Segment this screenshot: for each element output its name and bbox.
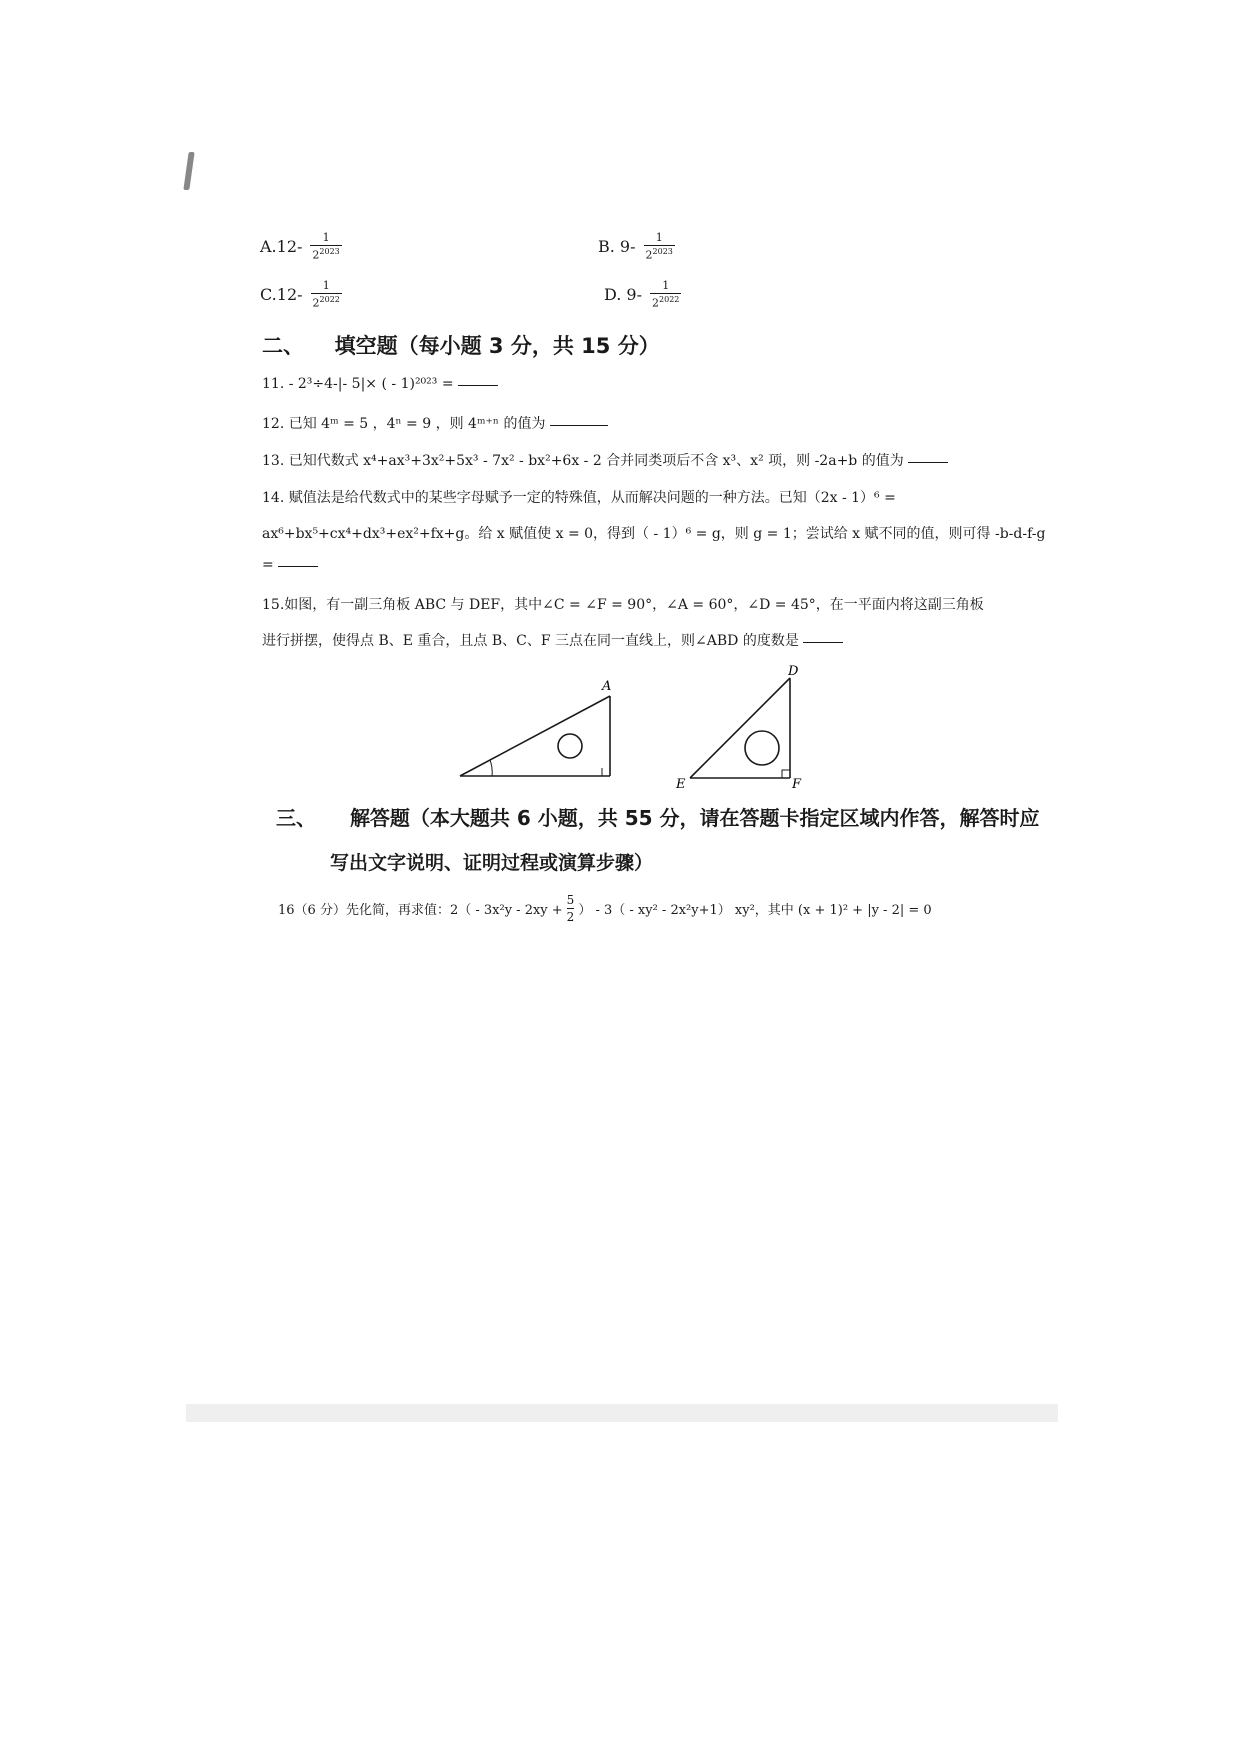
question-14-line-2: ax⁶+bx⁵+cx⁴+dx³+ex²+fx+g。给 x 赋值使 x = 0，得到（ - 1）⁶ = g，则 g = 1；尝试给 x 赋不同的值，则可得 -b-d-f-g (262, 526, 1046, 542)
triangles-diagram (440, 660, 840, 790)
option-b-label: B. 9- (598, 236, 636, 256)
answer-blank-13[interactable] (908, 460, 948, 463)
option-a-label: A.12- (260, 236, 303, 256)
page-edge-mark (183, 152, 194, 190)
triangle-abc (460, 696, 610, 776)
section-3-heading (276, 802, 1040, 831)
question-14-line-3: = (262, 557, 318, 573)
question-14-line-1: 14. 赋值法是给代数式中的某些字母赋予一定的特殊值，从而解决问题的一种方法。已知（2x - 1）⁶ = (262, 490, 896, 506)
section-3-title: 解答题（本大题共 6 小题，共 55 分，请在答题卡指定区域内作答，解答时应 (349, 806, 1040, 830)
option-c[interactable] (260, 280, 342, 309)
label-f: F (792, 777, 802, 790)
option-d-label: D. 9- (604, 284, 643, 304)
answer-blank-12[interactable] (550, 423, 608, 426)
question-16: 16（6 分）先化简，再求值：2（ - 3x²y - 2xy + $\frac{5}{2}$ ） - 3（ - xy² - 2x²y+1） xy²，其中 (x + 1)² + |y - 2| = 0 (278, 893, 932, 924)
option-c-label: C.12- (260, 284, 303, 304)
option-b-fraction: $\frac{1}{2^{2023}}$ (645, 231, 673, 262)
label-a: A (602, 679, 612, 694)
scan-bottom-band (186, 1404, 1058, 1422)
option-d-fraction: $\frac{1}{2^{2022}}$ (652, 279, 680, 310)
q16-fraction: $\frac{5}{2}$ (566, 893, 575, 924)
question-15-line-1: 15.如图，有一副三角板 ABC 与 DEF，其中∠C = ∠F = 90°，∠A = 60°，∠D = 45°，在一平面内将这副三角板 (262, 597, 984, 613)
question-13: 13. 已知代数式 x⁴+ax³+3x²+5x³ - 7x² - bx²+6x - 2 合并同类项后不含 x³、x² 项，则 -2a+b 的值为 (262, 450, 948, 470)
answer-blank-11[interactable] (458, 383, 498, 386)
section-2-heading (262, 330, 660, 360)
section-3-title-line-2: 写出文字说明、证明过程或演算步骤） (330, 852, 654, 874)
question-15-line-2: 进行拼摆，使得点 B、E 重合，且点 B、C、F 三点在同一直线上，则∠ABD 的度数是 (262, 630, 843, 650)
answer-blank-14[interactable] (278, 564, 318, 567)
question-12: 12. 已知 4ᵐ = 5 ，4ⁿ = 9 ，则 4ᵐ⁺ⁿ 的值为 (262, 413, 608, 433)
label-d: D (788, 664, 799, 679)
triangle-def (690, 678, 790, 778)
section-3-number: 三、 (276, 806, 316, 830)
question-11: 11. - 2³÷4-|- 5|× ( - 1)²⁰²³ = (262, 376, 498, 392)
option-a-fraction: $\frac{1}{2^{2023}}$ (312, 231, 340, 262)
option-b[interactable] (598, 232, 675, 261)
answer-blank-15[interactable] (803, 640, 843, 643)
option-a[interactable] (260, 232, 342, 261)
option-c-fraction: $\frac{1}{2^{2022}}$ (312, 279, 340, 310)
option-d[interactable] (604, 280, 681, 309)
section-2-title: 填空题（每小题 3 分，共 15 分） (334, 334, 660, 358)
label-e: E (676, 777, 686, 790)
section-2-number: 二、 (262, 334, 304, 358)
